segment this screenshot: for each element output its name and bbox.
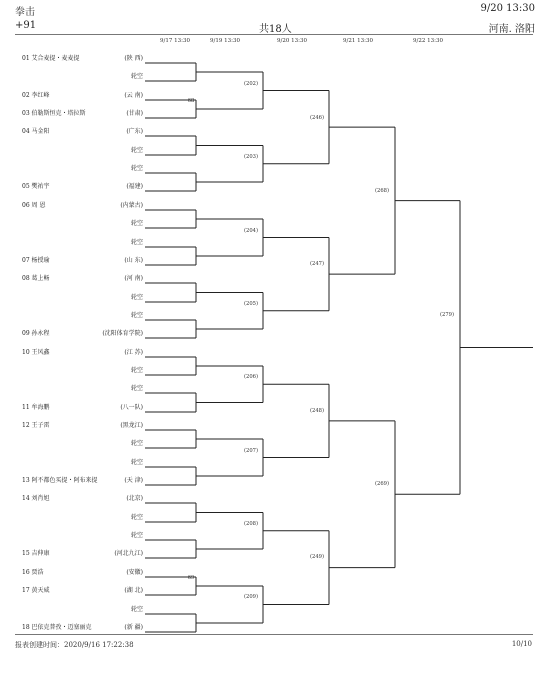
entry-province: 轮空 <box>130 312 143 319</box>
round-date-2: 9/19 13:30 <box>210 38 240 44</box>
entry-province: 轮空 <box>130 220 143 227</box>
entry-province: 轮空 <box>130 367 143 374</box>
entry-province: 轮空 <box>130 514 143 521</box>
round-date-4: 9/21 13:30 <box>343 38 373 44</box>
entry-province: 轮空 <box>130 532 143 539</box>
entry-name: 18 巴依克普孜・迈塞丽克 <box>22 624 92 631</box>
match-label-208: (208) <box>244 521 258 527</box>
entry-province: (天 津) <box>124 477 143 484</box>
entry-name: 14 刘肖旭 <box>22 495 50 502</box>
entry-province: (安徽) <box>126 569 143 576</box>
entry-province: 轮空 <box>130 147 143 154</box>
entry-province: (广东) <box>126 128 143 135</box>
match-label-68: 68 <box>187 98 195 104</box>
match-label-207: (207) <box>244 448 258 454</box>
match-label-248: (248) <box>310 408 324 414</box>
entry-province: (黑龙江) <box>120 422 143 429</box>
entry-province: 轮空 <box>130 165 143 172</box>
sport-title: 拳击 <box>15 7 35 18</box>
report-created-time: 报表创建时间：2020/9/16 17:22:38 <box>15 641 134 649</box>
entry-province: (甘肃) <box>126 110 143 117</box>
entry-province: 轮空 <box>130 385 143 392</box>
event-datetime: 9/20 13:30 <box>480 3 535 14</box>
weight-class: +91 <box>15 20 37 31</box>
match-label-202: (202) <box>244 81 258 87</box>
entry-name: 05 樊祐宇 <box>22 183 50 190</box>
entry-province: 轮空 <box>130 440 143 447</box>
entry-name: 16 贾浩 <box>22 569 44 576</box>
entry-name: 03 伯勒斯恒克・塔拉斯 <box>22 110 86 117</box>
entry-province: (山 东) <box>124 257 143 264</box>
match-label-205: (205) <box>244 301 258 307</box>
page-number: 10/10 <box>511 640 532 648</box>
round-date-5: 9/22 13:30 <box>413 38 443 44</box>
entry-province: (内蒙古) <box>120 202 143 209</box>
match-label-206: (206) <box>244 374 258 380</box>
match-label-246: (246) <box>310 115 324 121</box>
match-label-69: 69 <box>187 575 195 581</box>
entry-province: 轮空 <box>130 294 143 301</box>
entry-province: 轮空 <box>130 73 143 80</box>
entry-name: 09 孙永程 <box>22 330 50 337</box>
entry-name: 10 王风鑫 <box>22 349 50 356</box>
entry-province: (河 南) <box>124 275 143 282</box>
entry-province: (湖 北) <box>124 587 143 594</box>
entry-province: (北京) <box>126 495 143 502</box>
entry-province: (陕 西) <box>124 55 143 62</box>
entry-name: 06 周 恩 <box>22 202 46 209</box>
entry-province: (八一队) <box>120 404 143 411</box>
round-date-3: 9/20 13:30 <box>277 38 307 44</box>
entry-name: 11 牟海鹏 <box>22 404 50 411</box>
footer-rule <box>15 634 533 635</box>
match-label-203: (203) <box>244 154 258 160</box>
venue: 河南. 洛阳 <box>488 24 535 35</box>
entry-name: 04 马金阳 <box>22 128 50 135</box>
entry-province: 轮空 <box>130 459 143 466</box>
match-label-249: (249) <box>310 554 324 560</box>
entry-province: (河北九江) <box>114 550 143 557</box>
entry-province: (福建) <box>126 183 143 190</box>
entry-province: (新 疆) <box>124 624 143 631</box>
entry-name: 07 杨授瑜 <box>22 257 50 264</box>
participant-count: 共18人 <box>259 24 292 35</box>
round-date-1: 9/17 13:30 <box>160 38 190 44</box>
entry-name: 08 葛上畅 <box>22 275 50 282</box>
entry-province: 轮空 <box>130 606 143 613</box>
entry-name: 12 王子雷 <box>22 422 50 429</box>
entry-name: 17 黄天威 <box>22 587 50 594</box>
match-label-279: (279) <box>440 312 454 318</box>
entry-name: 13 阿不都色买提・阿布来提 <box>22 477 98 484</box>
entry-province: (云 南) <box>124 92 143 99</box>
entry-province: 轮空 <box>130 239 143 246</box>
entry-name: 02 李红峰 <box>22 92 50 99</box>
match-label-247: (247) <box>310 261 324 267</box>
entry-province: (江 苏) <box>124 349 143 356</box>
entry-name: 15 吉伸康 <box>22 550 50 557</box>
match-label-204: (204) <box>244 228 258 234</box>
entry-name: 01 艾合麦提・麦麦提 <box>22 55 80 62</box>
match-label-268: (268) <box>375 188 389 194</box>
match-label-209: (209) <box>244 594 258 600</box>
entry-province: (沈阳体育学院) <box>102 330 143 337</box>
match-label-269: (269) <box>375 481 389 487</box>
